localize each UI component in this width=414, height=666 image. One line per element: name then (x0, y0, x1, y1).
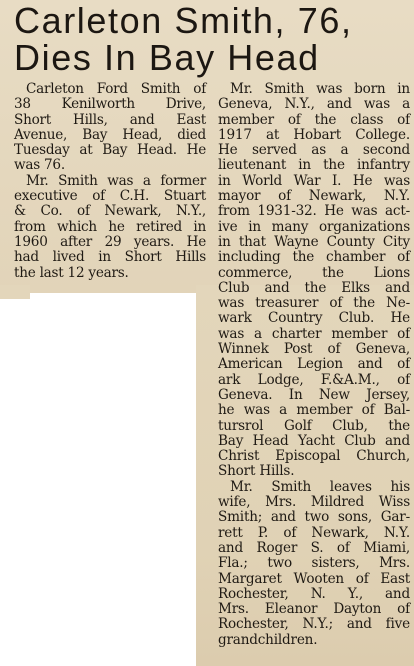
article-line: grandchildren. (218, 631, 318, 648)
article-line: Avenue, Bay Head, died (14, 126, 206, 143)
article-line: tursrol Golf Club, the (218, 417, 410, 434)
article-line: Short Hills. (218, 463, 295, 480)
article-line: from which he retired in (14, 218, 206, 235)
article-line: Carleton Ford Smith of (26, 81, 206, 97)
headline-line-2: Dies In Bay Head (14, 37, 320, 78)
article-line: Geneva, N.Y., and was a (218, 96, 410, 113)
article-line: and Roger S. of Miami, (218, 539, 410, 556)
article-line: Mr. Smith was born in (230, 81, 410, 97)
article-line: American Legion and of (218, 356, 410, 373)
article-line: wark Country Club. He (218, 310, 410, 327)
article-line: ark Lodge, F.&A.M., of (218, 371, 410, 388)
article-column-right (218, 82, 410, 648)
article-column-left (14, 82, 206, 281)
article-line: in that Wayne County City (218, 233, 410, 250)
article-line: he was a member of Bal- (218, 402, 410, 419)
article-line: the last 12 years. (14, 264, 129, 281)
article-line: Margaret Wooten of East (218, 570, 410, 587)
article-line: Mr. Smith leaves his (230, 478, 410, 495)
article-line: executive of C.H. Stuart (14, 188, 206, 205)
article-line: Short Hills, and East (14, 111, 206, 128)
article-line: Club and the Elks and (218, 279, 410, 296)
article-line: was a charter member of (218, 325, 410, 342)
article-line: Smith; and two sons, Gar- (218, 509, 410, 526)
article-line: Geneva. In New Jersey, (218, 386, 410, 403)
article-line: wife, Mrs. Mildred Wiss (218, 494, 410, 511)
article-line: ive in many organizations (218, 218, 410, 235)
article-line: including the chamber of (218, 249, 410, 266)
article-line: Bay Head Yacht Club and (218, 432, 410, 449)
article-line: had lived in Short Hills (14, 249, 206, 266)
article-line: 1917 at Hobart College. (218, 126, 410, 143)
article-line: Mr. Smith was a former (26, 172, 206, 189)
article-line: from 1931-32. He was act- (218, 203, 410, 220)
article-line: mayor of Newark, N.Y. (218, 188, 410, 205)
paper-torn-edge (0, 285, 30, 299)
article-line: in World War I. He was (218, 172, 410, 189)
headline-line-1: Carleton Smith, 76, (14, 0, 353, 41)
article-line: 1960 after 29 years. He (14, 233, 206, 250)
article-line: lieutenant in the infantry (218, 157, 410, 174)
article-line: Fla.; two sisters, Mrs. (218, 555, 410, 572)
article-line: Christ Episcopal Church, (218, 448, 410, 465)
article-line: & Co. of Newark, N.Y., (14, 203, 206, 220)
article-line: member of the class of (218, 111, 410, 128)
article-line: 38 Kenilworth Drive, (14, 96, 206, 113)
article-line: He served as a second (218, 142, 410, 159)
article-line: rett P. of Newark, N.Y. (218, 524, 410, 541)
article-line: Mrs. Eleanor Dayton of (218, 601, 410, 618)
headline (14, 2, 410, 76)
article-line: Rochester, N.Y.; and five (218, 616, 410, 633)
article-line: was treasurer of the Ne- (218, 295, 410, 312)
article-line: commerce, the Lions (218, 264, 410, 281)
article-line: Winnek Post of Geneva, (218, 341, 410, 358)
article-line: Rochester, N. Y., and (218, 585, 410, 602)
article-line: was 76. (14, 157, 65, 174)
article-line: Tuesday at Bay Head. He (14, 142, 206, 159)
